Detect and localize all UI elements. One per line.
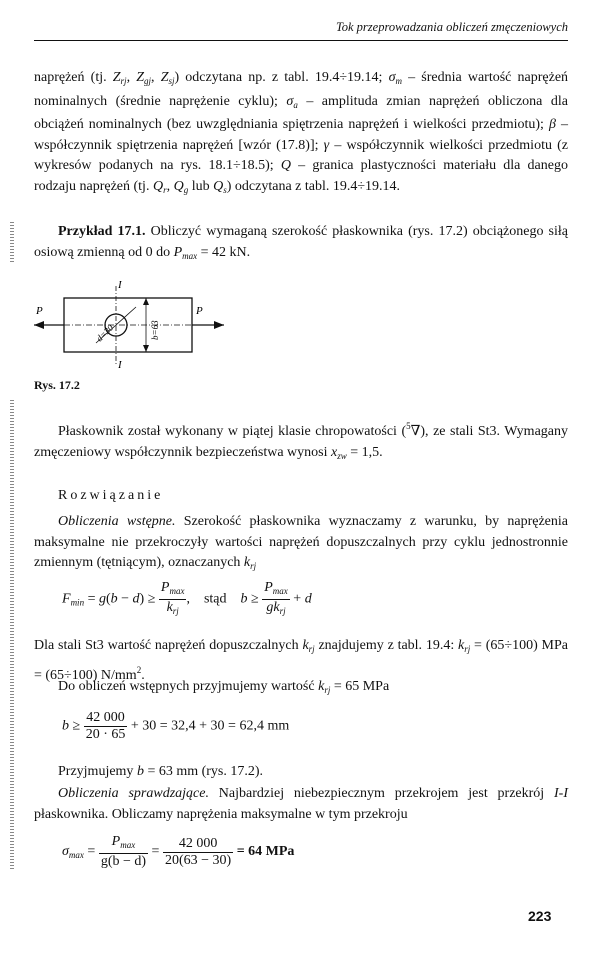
prelim-paragraph bbox=[34, 512, 568, 577]
k-symbol: k bbox=[243, 555, 251, 570]
intro-text-a: naprężeń (tj. bbox=[34, 70, 113, 85]
intro-text-b: ) odczytana np. z tabl. 19.4÷19.14; bbox=[174, 70, 389, 85]
margin-marker-long bbox=[10, 400, 14, 870]
eq3-result: = 64 MPa bbox=[236, 844, 295, 860]
example-text: Obliczyć wymaganą szerokość płaskownika (rys. 17.2) obciążonego siłą osiową zmienną od 0 do bbox=[34, 224, 568, 260]
check-text: Najbardziej niebezpiecznym przekrojem jest przekrój bbox=[208, 786, 555, 801]
eq2-rest: + 30 = 32,4 + 30 = 62,4 mm bbox=[127, 718, 290, 734]
word-stad: stąd bbox=[203, 591, 227, 607]
k-sub: rj bbox=[250, 561, 257, 571]
intro-text-g: – granica plastyczności materiału dla danego rodzaju naprężeń (tj. bbox=[34, 158, 568, 194]
assume-text: Do obliczeń wstępnych przyjmujemy wartość bbox=[58, 679, 319, 694]
figure-label-i-top: I bbox=[118, 280, 122, 291]
page-number: 223 bbox=[528, 908, 552, 924]
equation-b: b ≥ $\frac{42 000}{20 \cdot 65}$ + 30 = 32,4 + 30 = 62,4 mm bbox=[62, 710, 290, 742]
check-text-2: płaskownika. Obliczamy naprężenia maksymalne w tym przekroju bbox=[34, 806, 408, 822]
force-left-arrow-icon bbox=[34, 321, 44, 329]
eq2-denominator: 20 · 65 bbox=[85, 727, 126, 742]
eq2-numerator: 42 000 bbox=[84, 710, 128, 727]
xzw-sub: zw bbox=[337, 450, 347, 461]
figure-label-p-right: P bbox=[196, 305, 203, 317]
header-rule bbox=[34, 40, 568, 41]
running-header: Tok przeprowadzania obliczeń zmęczeniowych bbox=[335, 20, 568, 34]
table-text-sup: 2 bbox=[136, 664, 142, 675]
pmax-sub: max bbox=[182, 250, 198, 261]
equation-fmin: $F_{min} = g(b - d)$ ≥ $\frac{P_{max}}{k_{rj}}$ , stąd b ≥ $\frac{P_{max}}{gk_{rj}}$ + d bbox=[62, 580, 312, 616]
material-text: Płaskownik został wykonany w piątej klasie chropowatości ( bbox=[58, 424, 407, 439]
figure-label-i-bottom: I bbox=[118, 359, 122, 370]
figure-label-p-left: P bbox=[36, 305, 43, 317]
intro-paragraph: naprężeń (tj. $Z_{rj}$, $Z_{gj}$, $Z_{sj}$) odczytana np. z tabl. 19.4÷19.14; $\sigma_m$ – średnia wartość naprężeń nominalnych (średnie naprężenie cyklu); $\sigma_a$ – amplituda zmian naprężeń obliczona dla obciążeń nominalnych (bez uwzględniania spiętrzenia naprężeń i wielkości przedmiotu); β – współczynnik spiętrzenia naprężeń [wzór (17.8)]; γ – współczynnik wielkości przedmiotu (z wykresów podanych na rys. 18.1÷18.5); Q – granica plastyczności materiału dla danego rodzaju naprężeń (tj. $Q_r$, $Q_g$ lub $Q_s$) odczytana z tabl. 19.4÷19.14. bbox=[34, 70, 569, 195]
equation-sigma-max: $\sigma_{max}$ = $\frac{P_{max}}{g(b - d)}$ = $\frac{42 000}{20(63 - 30)}$ = 64 MPa bbox=[62, 834, 295, 869]
material-text-end: ), ze stali St3. Wymagany zmęczeniowy współczynnik bezpieczeństwa wynosi bbox=[34, 424, 568, 460]
accept-symbol: b bbox=[136, 764, 144, 779]
table-text-c: = (65÷100) MPa = (65÷100) N/mm bbox=[34, 638, 568, 683]
check-title: Obliczenia sprawdzające. bbox=[58, 786, 209, 801]
eq3-denominator-2: 20(63 − 30) bbox=[164, 852, 232, 868]
prelim-title: Obliczenia wstępne. bbox=[58, 514, 176, 529]
intro-text-d: – amplituda zmian naprężeń obliczona dla obciążeń nominalnych (bez uwzględniania spiętrzenia naprężeń i wielkości przedmiotu); bbox=[34, 93, 568, 132]
dim-arrow-bottom-icon bbox=[143, 345, 149, 352]
table-text-d: . bbox=[141, 667, 145, 683]
xzw-value: = 1,5. bbox=[346, 444, 383, 460]
example-load: = 42 kN. bbox=[197, 244, 251, 260]
accept-rest: = 63 mm (rys. 17.2). bbox=[143, 764, 264, 779]
intro-text-e: – współczynnik spiętrzenia naprężeń [wzór (17.8)]; bbox=[34, 117, 568, 153]
assume-value: = 65 MPa bbox=[330, 679, 390, 694]
figure-label-b: b=63 bbox=[150, 320, 160, 340]
table-text-b: znajdujemy z tabl. 19.4: bbox=[314, 638, 459, 653]
figure-label-d: d=30 bbox=[94, 322, 116, 344]
intro-text-i: ) odczytana z tabl. 19.4÷19.14. bbox=[226, 178, 401, 194]
intro-text-h: lub bbox=[188, 178, 214, 194]
xzw-symbol: x bbox=[331, 444, 338, 460]
force-right-arrow-icon bbox=[214, 321, 224, 329]
assume-paragraph: Do obliczeń wstępnych przyjmujemy wartość $k_{rj} = 65$ MPa bbox=[58, 679, 390, 695]
check-paragraph bbox=[34, 784, 568, 825]
eq3-numerator-2: 42 000 bbox=[163, 836, 233, 853]
figure-caption: Rys. 17.2 bbox=[34, 378, 80, 392]
check-section: I-I bbox=[554, 786, 569, 801]
table-text-a: Dla stali St3 wartość naprężeń dopuszczalnych bbox=[34, 638, 303, 653]
pmax-symbol: P bbox=[173, 244, 183, 260]
material-paragraph bbox=[34, 416, 568, 466]
roughness-icon: ∇ bbox=[410, 424, 421, 439]
margin-marker bbox=[10, 222, 14, 262]
solution-heading: Rozwiązanie bbox=[58, 488, 164, 503]
roughness-class: 5 bbox=[406, 421, 411, 431]
eq3-denominator-1: g(b − d) bbox=[100, 854, 147, 869]
example-paragraph bbox=[34, 222, 568, 266]
table-paragraph: Dla stali St3 wartość naprężeń dopuszczalnych $k_{rj}$ znajdujemy z tabl. 19.4: $k_{rj} = (65\div 100)$ MPa = (65÷100) $N/mm^2$. bbox=[34, 638, 568, 683]
accept-text: Przyjmujemy bbox=[58, 764, 137, 779]
dim-arrow-top-icon bbox=[143, 298, 149, 305]
prelim-text: Szerokość płaskownika wyznaczamy z warunku, by naprężenia maksymalne nie przekroczyły wartości naprężeń dopuszczalnych przy cyklu jednostronnie zmiennym (tętniącym), oznaczanych bbox=[34, 514, 568, 570]
example-label: Przykład 17.1. bbox=[58, 224, 146, 239]
intro-text-c: – średnia wartość naprężeń nominalnych (średnie naprężenie cyklu); bbox=[34, 70, 569, 109]
figure-flat-bar bbox=[34, 280, 234, 370]
intro-text-f: – współczynnik wielkości przedmiotu (z wykresów podanych na rys. 18.1÷18.5); bbox=[34, 137, 568, 173]
accept-paragraph bbox=[34, 762, 568, 783]
